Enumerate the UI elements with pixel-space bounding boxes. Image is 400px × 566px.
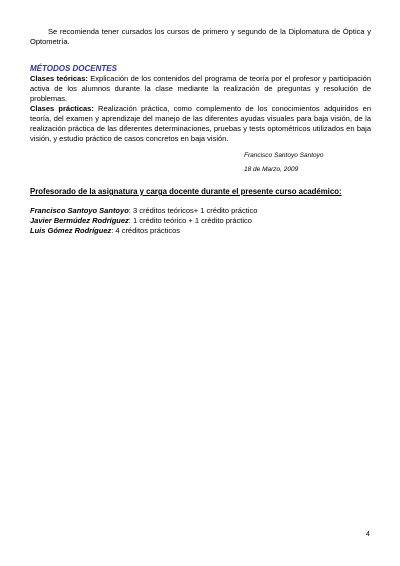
signature-name: Francisco Santoyo Santoyo: [244, 152, 324, 159]
staff-row: [30, 216, 371, 226]
staff-load: : 1 crédito teórico + 1 crédito práctico: [128, 216, 252, 225]
practicas-label: Clases prácticas:: [30, 104, 94, 113]
staff-row: [30, 206, 371, 216]
staff-name: Francisco Santoyo Santoyo: [30, 206, 129, 215]
staff-load: : 3 créditos teóricos+ 1 crédito práctico: [128, 206, 258, 215]
staff-name: Javier Bermúdez Rodríguez: [30, 216, 129, 225]
section-title-metodos: MÉTODOS DOCENTES: [30, 64, 117, 73]
intro-paragraph: Se recomienda tener cursados los cursos de primero y segundo de la Diplomatura de Óptica y Optometría.: [30, 27, 371, 46]
staff-load: : 4 créditos prácticos: [111, 226, 181, 235]
staff-list: [30, 206, 371, 236]
teoricas-label: Clases teóricas:: [30, 74, 88, 83]
staff-name: Luis Gómez Rodríguez: [30, 226, 112, 235]
section-title-profesorado: Profesorado de la asignatura y carga docente durante el presente curso académico:: [30, 187, 342, 196]
teoricas-paragraph: [30, 74, 371, 104]
teoricas-text: Explicación de los contenidos del programa de teoría por el profesor y participación activa de los alumnos durante la clase mediante la realización de preguntas y resolución de problemas.: [30, 74, 371, 103]
staff-row: [30, 226, 371, 236]
practicas-text: Realización práctica, como complemento de los conocimientos adquiridos en teoría, del examen y aprendizaje del manejo de las diferentes ayudas visuales para baja visión, de la realización práctica de las diferentes determinaciones, pruebas y tests optométricos utilizados en baja visión, y estudio práctico de casos concretos en baja visión.: [30, 104, 371, 143]
page-number: 4: [366, 531, 370, 538]
practicas-paragraph: [30, 104, 371, 144]
signature-date: 18 de Marzo, 2009: [244, 166, 299, 173]
